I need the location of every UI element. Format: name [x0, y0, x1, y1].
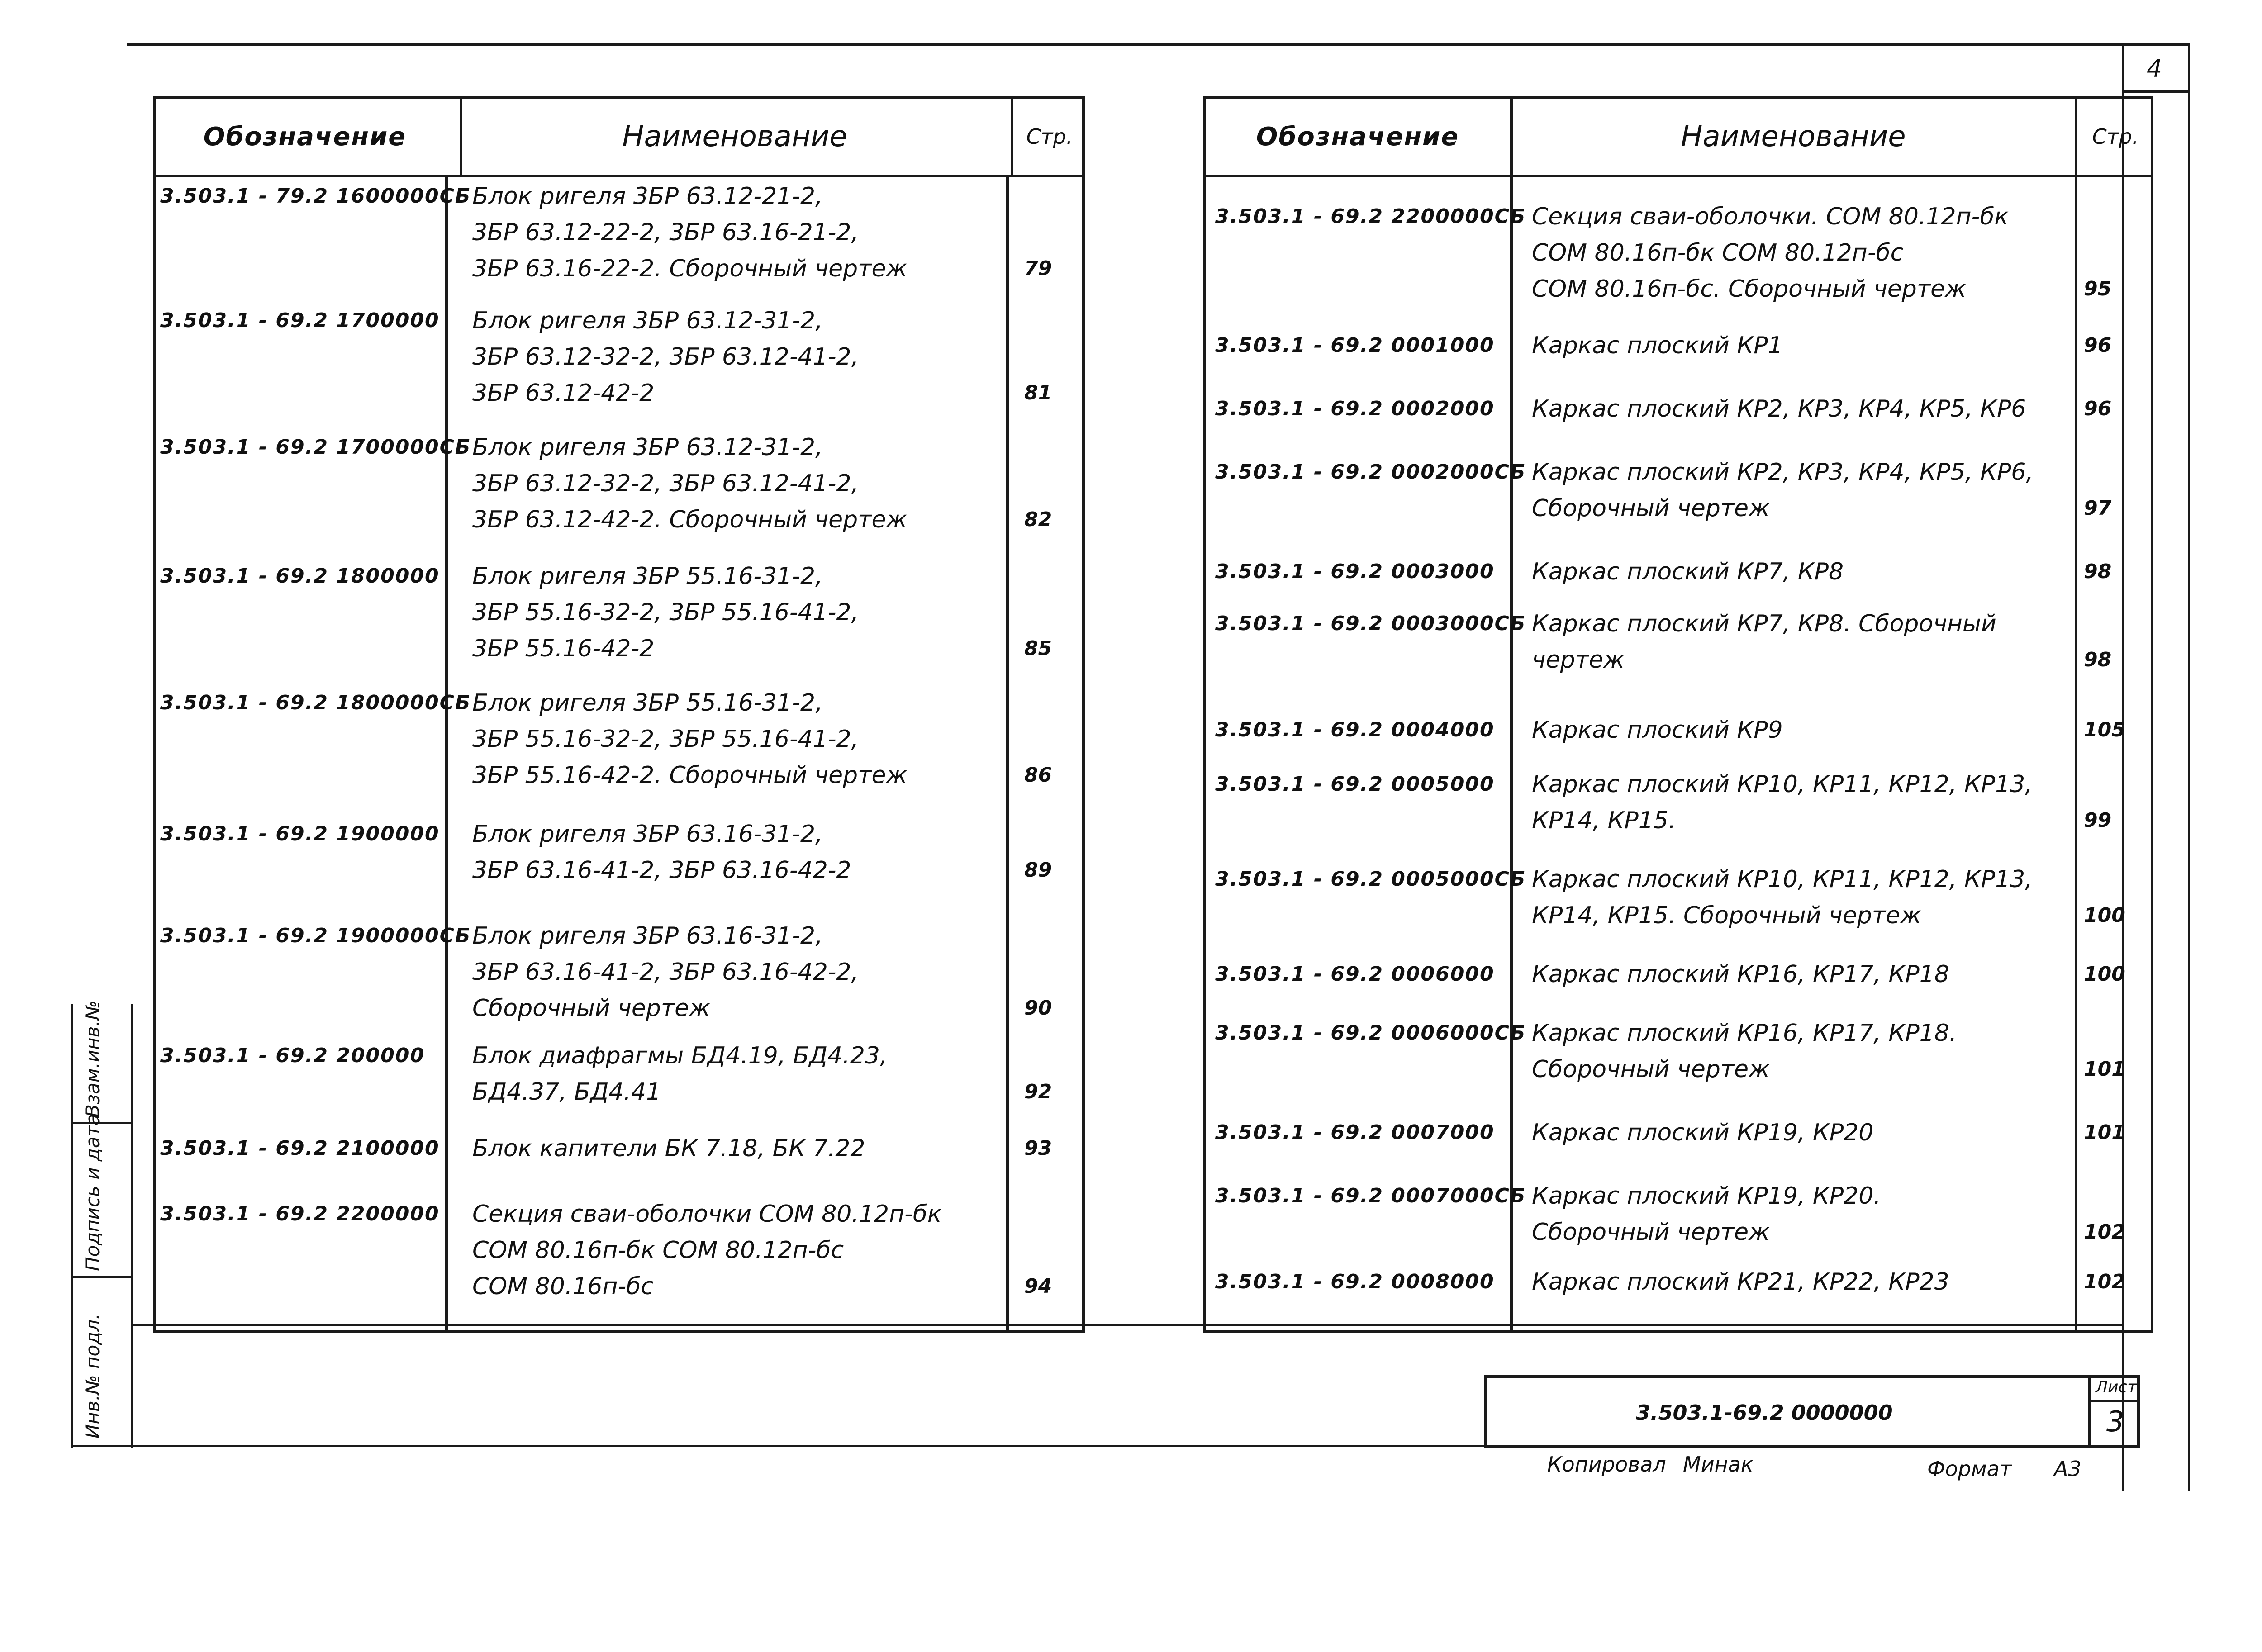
right-row-page: 100 [2084, 904, 2125, 927]
left-row-name-line: Блок ригеля 3БР 63.16-31-2, [472, 821, 823, 848]
side-label-replace-inv: Взам.инв.№ [81, 1000, 104, 1117]
left-row-page: 93 [1024, 1137, 1052, 1160]
left-col-divider-1b [445, 175, 448, 1330]
frame-right-line [2188, 43, 2190, 1491]
right-row-code: 3.503.1 - 69.2 0002000 [1215, 397, 1495, 420]
right-row-code: 3.503.1 - 69.2 0003000СБ [1215, 612, 1526, 635]
side-label-signature-date: Подпись и дата [81, 1114, 104, 1271]
right-row-page: 96 [2084, 334, 2112, 357]
left-row-page: 89 [1024, 859, 1052, 882]
left-col-divider-2b [1006, 175, 1009, 1330]
right-row-page: 96 [2084, 397, 2112, 420]
footer-copied-name: Минак [1683, 1452, 1754, 1476]
left-row-page: 85 [1024, 637, 1052, 660]
side-label-inv-original: Инв.№ подл. [81, 1313, 104, 1438]
right-col-divider-1 [1510, 99, 1513, 1330]
right-header-page: Стр. [2092, 124, 2139, 149]
left-row-name-line: Блок капители БК 7.18, БК 7.22 [472, 1135, 865, 1162]
right-row-name-line: СОМ 80.16п-бк СОМ 80.12п-бс [1532, 239, 1904, 266]
left-row-code: 3.503.1 - 69.2 2200000 [160, 1202, 440, 1225]
left-row-code: 3.503.1 - 69.2 200000 [160, 1044, 425, 1067]
left-header-page: Стр. [1026, 124, 1073, 149]
left-row-code: 3.503.1 - 69.2 1900000СБ [160, 924, 471, 947]
left-row-name-line: 3БР 63.16-22-2. Сборочный чертеж [472, 255, 908, 282]
stamp-sheet-label: Лист [2096, 1378, 2137, 1396]
right-row-code: 3.503.1 - 69.2 0002000СБ [1215, 460, 1526, 484]
right-row-name-line: Каркас плоский КР7, КР8. Сборочный [1532, 610, 1996, 637]
left-header-code: Обозначение [203, 122, 407, 152]
left-row-name-line: Блок ригеля 3БР 63.12-21-2, [472, 183, 823, 210]
right-row-code: 3.503.1 - 69.2 0007000 [1215, 1121, 1495, 1144]
right-header-code: Обозначение [1256, 122, 1459, 152]
right-row-name-line: Каркас плоский КР16, КР17, КР18 [1532, 961, 1949, 988]
left-row-name-line: 3БР 63.12-32-2, 3БР 63.12-41-2, [472, 343, 859, 370]
right-row-name-line: Каркас плоский КР1 [1532, 332, 1783, 359]
stamp-sheet-number: 3 [2106, 1405, 2124, 1438]
left-row-code: 3.503.1 - 69.2 1900000 [160, 822, 440, 845]
title-block-stamp [1484, 1375, 2140, 1448]
left-row-page: 79 [1024, 257, 1052, 280]
right-row-page: 100 [2084, 963, 2125, 986]
right-row-page: 102 [2084, 1270, 2125, 1293]
stamp-document-code: 3.503.1-69.2 0000000 [1636, 1400, 1893, 1425]
left-row-page: 90 [1024, 997, 1052, 1020]
right-row-name-line: Секция сваи-оболочки. СОМ 80.12п-бк [1532, 203, 2009, 230]
left-row-name-line: 3БР 63.12-32-2, 3БР 63.12-41-2, [472, 470, 859, 497]
left-header-name: Наименование [622, 120, 847, 153]
right-row-code: 3.503.1 - 69.2 0008000 [1215, 1270, 1495, 1293]
frame-left-line [131, 1004, 133, 1448]
frame-top-line [127, 43, 2190, 46]
left-index-table [153, 96, 1085, 1333]
left-row-name-line: Сборочный чертеж [472, 995, 710, 1022]
left-row-code: 3.503.1 - 69.2 1700000СБ [160, 436, 471, 459]
left-col-divider-1 [460, 99, 462, 175]
right-row-name-line: КР14, КР15. Сборочный чертеж [1532, 902, 1921, 929]
left-row-page: 94 [1024, 1275, 1052, 1298]
right-row-name-line: Каркас плоский КР2, КР3, КР4, КР5, КР6, [1532, 459, 2034, 486]
left-row-page: 82 [1024, 508, 1052, 531]
stamp-divider [2088, 1378, 2091, 1448]
left-row-name-line: Блок диафрагмы БД4.19, БД4.23, [472, 1042, 888, 1069]
side-divider-2 [71, 1276, 132, 1278]
right-row-code: 3.503.1 - 69.2 0006000 [1215, 963, 1495, 986]
right-row-page: 98 [2084, 560, 2112, 583]
right-row-name-line: КР14, КР15. [1532, 807, 1676, 834]
right-row-page: 95 [2084, 277, 2112, 300]
right-row-name-line: Сборочный чертеж [1532, 1056, 1770, 1083]
left-row-name-line: 3БР 63.12-22-2, 3БР 63.16-21-2, [472, 219, 859, 246]
right-row-name-line: Каркас плоский КР10, КР11, КР12, КР13, [1532, 771, 2033, 798]
footer-format-value: А3 [2054, 1457, 2081, 1481]
right-row-name-line: Каркас плоский КР19, КР20. [1532, 1182, 1881, 1210]
left-row-name-line: 3БР 63.16-41-2, 3БР 63.16-42-2 [472, 857, 851, 884]
left-row-page: 92 [1024, 1080, 1052, 1103]
right-row-name-line: Каркас плоский КР10, КР11, КР12, КР13, [1532, 866, 2033, 893]
left-row-name-line: Блок ригеля 3БР 63.12-31-2, [472, 307, 823, 334]
right-row-name-line: Каркас плоский КР21, КР22, КР23 [1532, 1268, 1949, 1296]
right-row-name-line: СОМ 80.16п-бс. Сборочный чертеж [1532, 275, 1966, 303]
stamp-sheet-divider [2088, 1400, 2140, 1402]
left-row-name-line: БД4.37, БД4.41 [472, 1078, 661, 1106]
left-row-code: 3.503.1 - 69.2 1800000СБ [160, 691, 471, 714]
right-row-name-line: Каркас плоский КР16, КР17, КР18. [1532, 1020, 1957, 1047]
right-col-divider-2 [2075, 99, 2077, 1330]
right-row-page: 101 [2084, 1121, 2125, 1144]
right-row-name-line: Сборочный чертеж [1532, 1219, 1770, 1246]
right-row-name-line: Каркас плоский КР19, КР20 [1532, 1119, 1874, 1146]
left-row-name-line: СОМ 80.16п-бс [472, 1273, 654, 1300]
left-row-name-line: 3БР 63.12-42-2. Сборочный чертеж [472, 506, 908, 533]
right-row-code: 3.503.1 - 69.2 0005000СБ [1215, 868, 1526, 891]
left-row-name-line: СОМ 80.16п-бк СОМ 80.12п-бс [472, 1237, 844, 1264]
left-row-name-line: 3БР 55.16-42-2. Сборочный чертеж [472, 762, 908, 789]
right-header-name: Наименование [1681, 120, 1906, 153]
right-row-code: 3.503.1 - 69.2 0004000 [1215, 718, 1495, 741]
left-row-name-line: 3БР 55.16-32-2, 3БР 55.16-41-2, [472, 599, 859, 626]
right-row-name-line: Сборочный чертеж [1532, 495, 1770, 522]
right-row-page: 98 [2084, 648, 2112, 671]
right-row-name-line: Каркас плоский КР2, КР3, КР4, КР5, КР6 [1532, 395, 2026, 422]
left-row-code: 3.503.1 - 69.2 1700000 [160, 309, 440, 332]
left-row-code: 3.503.1 - 79.2 1600000СБ [160, 185, 471, 208]
left-row-code: 3.503.1 - 69.2 1800000 [160, 565, 440, 588]
right-row-code: 3.503.1 - 69.2 0006000СБ [1215, 1021, 1526, 1044]
right-row-page: 102 [2084, 1220, 2125, 1244]
right-row-page: 101 [2084, 1058, 2125, 1081]
left-row-name-line: 3БР 63.16-41-2, 3БР 63.16-42-2, [472, 959, 859, 986]
frame-left-outer-line [71, 1004, 73, 1448]
left-row-name-line: 3БР 63.12-42-2 [472, 380, 655, 407]
left-row-page: 86 [1024, 764, 1052, 787]
right-row-code: 3.503.1 - 69.2 0001000 [1215, 334, 1495, 357]
frame-top-right-line [2122, 90, 2190, 93]
footer-format-label: Формат [1927, 1457, 2012, 1481]
right-index-table [1203, 96, 2153, 1333]
right-row-code: 3.503.1 - 69.2 0003000 [1215, 560, 1495, 583]
left-row-page: 81 [1024, 381, 1052, 404]
left-row-name-line: Блок ригеля 3БР 55.16-31-2, [472, 563, 823, 590]
right-row-name-line: чертеж [1532, 646, 1625, 674]
left-row-name-line: Секция сваи-оболочки СОМ 80.12п-бк [472, 1201, 942, 1228]
left-row-name-line: Блок ригеля 3БР 55.16-31-2, [472, 689, 823, 717]
left-row-name-line: 3БР 55.16-42-2 [472, 635, 655, 662]
left-row-name-line: 3БР 55.16-32-2, 3БР 55.16-41-2, [472, 726, 859, 753]
right-row-code: 3.503.1 - 69.2 0005000 [1215, 773, 1495, 796]
right-row-code: 3.503.1 - 69.2 0007000СБ [1215, 1184, 1526, 1207]
left-row-name-line: Блок ригеля 3БР 63.16-31-2, [472, 922, 823, 949]
right-row-name-line: Каркас плоский КР7, КР8 [1532, 558, 1844, 585]
corner-number: 4 [2147, 54, 2162, 83]
right-row-code: 3.503.1 - 69.2 2200000СБ [1215, 205, 1526, 228]
left-row-code: 3.503.1 - 69.2 2100000 [160, 1137, 440, 1160]
footer-copied-label: Копировал [1547, 1452, 1666, 1476]
left-row-name-line: Блок ригеля 3БР 63.12-31-2, [472, 434, 823, 461]
right-row-name-line: Каркас плоский КР9 [1532, 717, 1783, 744]
right-row-page: 99 [2084, 809, 2112, 832]
right-row-page: 97 [2084, 497, 2112, 520]
right-row-page: 105 [2084, 718, 2125, 741]
